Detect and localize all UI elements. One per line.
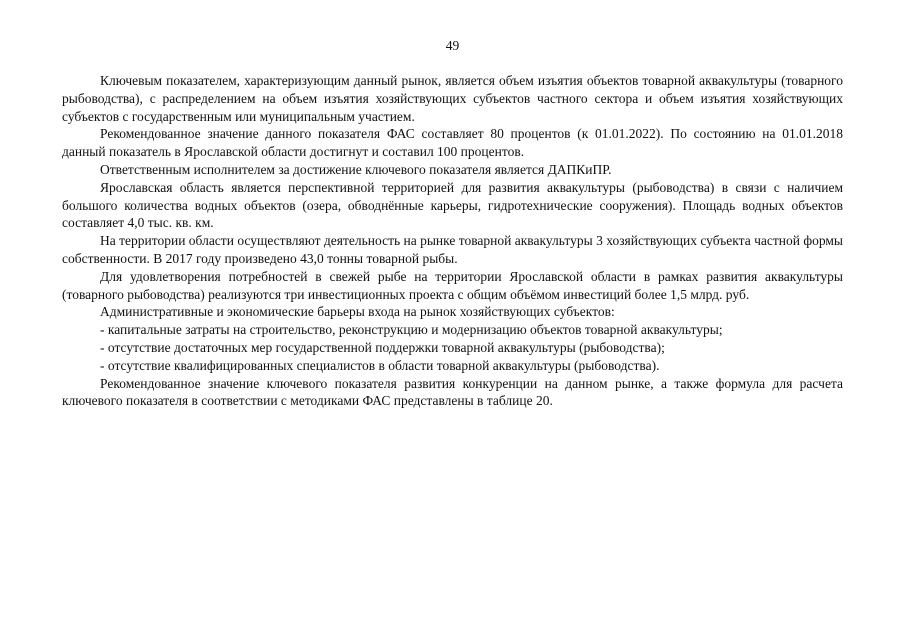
paragraph-barriers-intro: Административные и экономические барьеры входа на рынок хозяйствующих субъектов: <box>100 304 615 320</box>
paragraph-responsible-executor: Ответственным исполнителем за достижение ключевого показателя является ДАПКиПР. <box>100 161 612 177</box>
list-item-specialists: - отсутствие квалифицированных специалистов в области товарной аквакультуры (рыбоводства). <box>100 357 660 373</box>
body-text <box>62 72 843 410</box>
paragraph-table-reference: Рекомендованное значение ключевого показателя развития конкуренции на данном рынке, а также формула для расчета ключевого показателя в соответствии с методиками ФАС представлены в таблице 20. <box>62 375 843 409</box>
list-item-capital-costs: - капитальные затраты на строительство, реконструкцию и модернизацию объектов товарной аквакультуры; <box>100 322 723 338</box>
paragraph-recommended-value: Рекомендованное значение данного показателя ФАС составляет 80 процентов (к 01.01.2022). По состоянию на 01.01.2018 данный показатель в Ярославской области достигнут и составил 100 процентов. <box>62 126 843 160</box>
page-number: 49 <box>445 38 460 53</box>
paragraph-key-indicator: Ключевым показателем, характеризующим данный рынок, является объем изъятия объектов товарной аквакультуры (товарного рыбоводства), с распределением на объем изъятия хозяйствующих субъектов частного сектора и объем изъятия хозяйствующих субъектов с государственным или муниципальным участием. <box>62 73 843 124</box>
list-item-state-support: - отсутствие достаточных мер государственной поддержки товарной аквакультуры (рыбоводства); <box>100 339 665 355</box>
paragraph-market-entities: На территории области осуществляют деятельность на рынке товарной аквакультуры 3 хозяйствующих субъекта частной формы собственности. В 2017 году произведено 43,0 тонны товарной рыбы. <box>62 233 843 266</box>
paragraph-region-prospects: Ярославская область является перспективной территорией для развития аквакультуры (рыбоводства) в связи с наличием большого количества водных объектов (озера, обводнённые карьеры, гидротехнические сооружения). Площадь водных объектов составляет 4,0 тыс. кв. км. <box>62 179 843 231</box>
paragraph-investment-projects: Для удовлетворения потребностей в свежей рыбе на территории Ярославской области в рамках развития аквакультуры (товарного рыбоводства) реализуются три инвестиционных проекта с общим объёмом инвестиций более 1,5 млрд. руб. <box>62 268 843 302</box>
